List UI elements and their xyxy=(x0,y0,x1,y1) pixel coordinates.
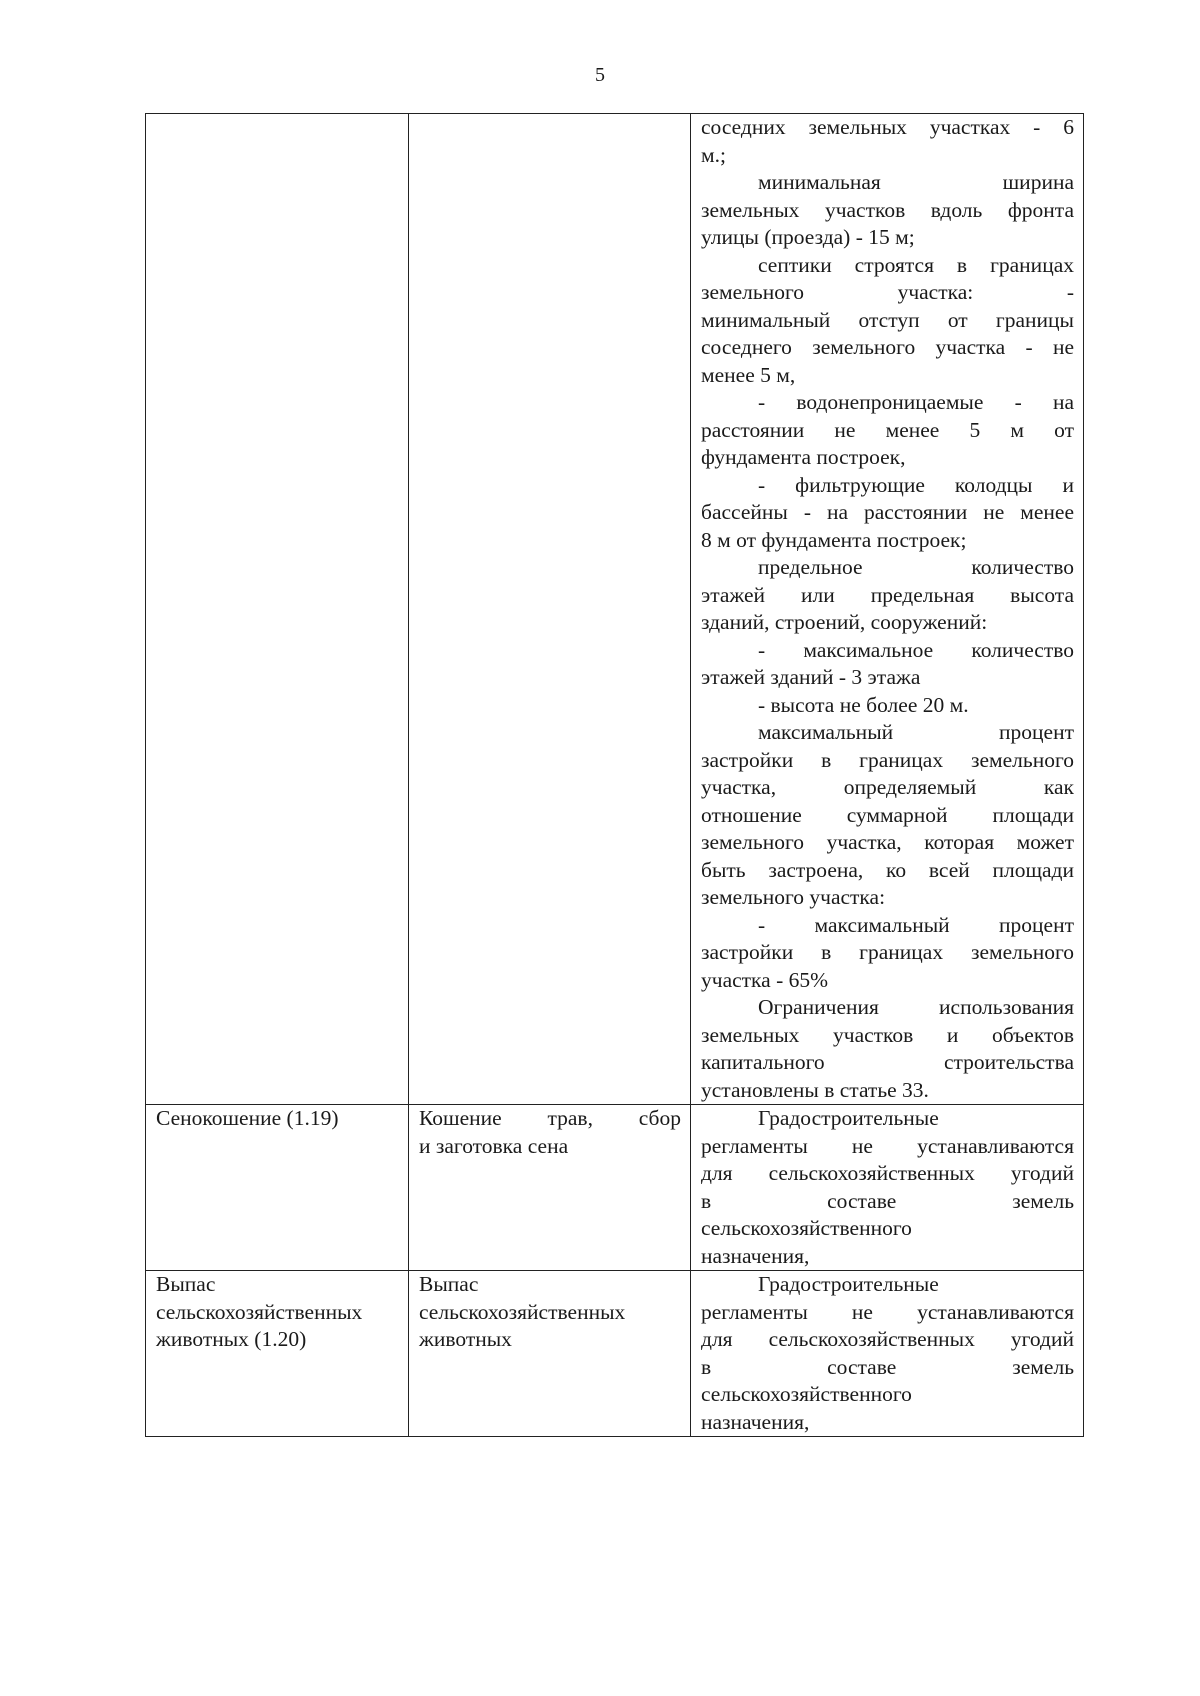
regulation-line: земельных участков и объектов xyxy=(701,1022,1074,1047)
regulation-line: менее 5 м, xyxy=(701,362,796,387)
regulation-line: зданий, строений, сооружений: xyxy=(701,610,988,634)
regulation-line: в составе земель xyxy=(701,1188,1074,1213)
description-line: и заготовка сена xyxy=(419,1133,569,1158)
use-type-name-cell xyxy=(146,1105,409,1271)
regulation-line: для сельскохозяйственных угодий xyxy=(701,1327,1074,1351)
use-type-name-cell xyxy=(146,1271,409,1437)
regulation-line: установлены в статье 33. xyxy=(701,1077,929,1102)
table-row xyxy=(146,1271,1084,1437)
regulation-line: м.; xyxy=(701,142,726,167)
regulation-line: бассейны - на расстоянии не менее xyxy=(701,500,1074,524)
table-row xyxy=(146,1105,1084,1271)
use-type-name-cell xyxy=(146,114,409,1105)
description-line: сельскохозяйственных xyxy=(419,1299,626,1324)
regulation-line: земельного участка, которая может xyxy=(701,830,1074,854)
regulation-line: - водонепроницаемые - на xyxy=(758,390,1074,414)
use-type-name-line: Выпас xyxy=(156,1272,216,1296)
regulation-line: расстоянии не менее 5 м от xyxy=(701,417,1074,442)
regulations-cell xyxy=(691,1105,1084,1271)
regulation-line: застройки в границах земельного xyxy=(701,940,1074,964)
regulation-line: - высота не более 20 м. xyxy=(758,692,969,717)
regulation-line: земельного участка: xyxy=(701,885,886,909)
use-type-name-line: сельскохозяйственных xyxy=(156,1299,363,1324)
regulations-cell xyxy=(691,114,1084,1105)
use-type-description-cell xyxy=(409,1271,691,1437)
regulation-line: 8 м от фундамента построек; xyxy=(701,527,967,552)
regulation-line: этажей или предельная высота xyxy=(701,582,1074,607)
regulation-line: отношение суммарной площади xyxy=(701,802,1074,827)
regulation-line: этажей зданий - 3 этажа xyxy=(701,665,921,689)
regulation-line: назначения, xyxy=(701,1409,810,1434)
regulation-line: сельскохозяйственного xyxy=(701,1382,912,1406)
regulation-line: регламенты не устанавливаются xyxy=(701,1133,1074,1158)
land-use-table xyxy=(145,113,1084,1437)
regulation-line: Градостроительные xyxy=(758,1272,939,1296)
description-line: Выпас xyxy=(419,1272,479,1296)
regulation-line: - фильтрующие колодцы и xyxy=(758,472,1074,497)
regulation-line: максимальный процент xyxy=(758,720,1074,744)
regulation-line: для сельскохозяйственных угодий xyxy=(701,1161,1074,1185)
regulations-cell xyxy=(691,1271,1084,1437)
regulation-line: земельных участков вдоль фронта xyxy=(701,197,1074,222)
regulation-line: - максимальное количество xyxy=(758,637,1074,662)
use-type-description-cell xyxy=(409,114,691,1105)
regulation-line: минимальный отступ от границы xyxy=(701,307,1074,332)
regulation-line: назначения, xyxy=(701,1243,810,1268)
regulation-line: земельного участка: - xyxy=(701,280,1074,304)
description-line: животных xyxy=(419,1327,512,1351)
use-type-description-cell xyxy=(409,1105,691,1271)
regulation-line: - максимальный процент xyxy=(758,912,1074,937)
regulation-line: септики строятся в границах xyxy=(758,252,1074,277)
use-type-name-line: Сенокошение (1.19) xyxy=(156,1106,339,1130)
regulation-line: Ограничения использования xyxy=(758,995,1074,1019)
regulation-line: соседних земельных участках - 6 xyxy=(701,115,1074,139)
regulation-line: в составе земель xyxy=(701,1354,1074,1379)
regulation-line: быть застроена, ко всей площади xyxy=(701,857,1074,882)
table-row xyxy=(146,114,1084,1105)
regulation-line: регламенты не устанавливаются xyxy=(701,1299,1074,1324)
regulation-line: минимальная ширина xyxy=(758,170,1074,194)
regulation-line: участка, определяемый как xyxy=(701,775,1074,799)
regulation-line: улицы (проезда) - 15 м; xyxy=(701,225,915,249)
regulation-line: сельскохозяйственного xyxy=(701,1216,912,1240)
regulation-line: соседнего земельного участка - не xyxy=(701,335,1074,359)
regulation-line: застройки в границах земельного xyxy=(701,747,1074,772)
use-type-name-line: животных (1.20) xyxy=(156,1327,307,1351)
page-number: 5 xyxy=(595,64,605,86)
regulation-line: предельное количество xyxy=(758,555,1074,579)
regulation-line: фундамента построек, xyxy=(701,445,906,469)
description-line: Кошение трав, сбор xyxy=(419,1106,681,1130)
regulation-line: участка - 65% xyxy=(701,967,829,992)
regulation-line: капитального строительства xyxy=(701,1050,1074,1074)
regulation-line: Градостроительные xyxy=(758,1106,939,1130)
